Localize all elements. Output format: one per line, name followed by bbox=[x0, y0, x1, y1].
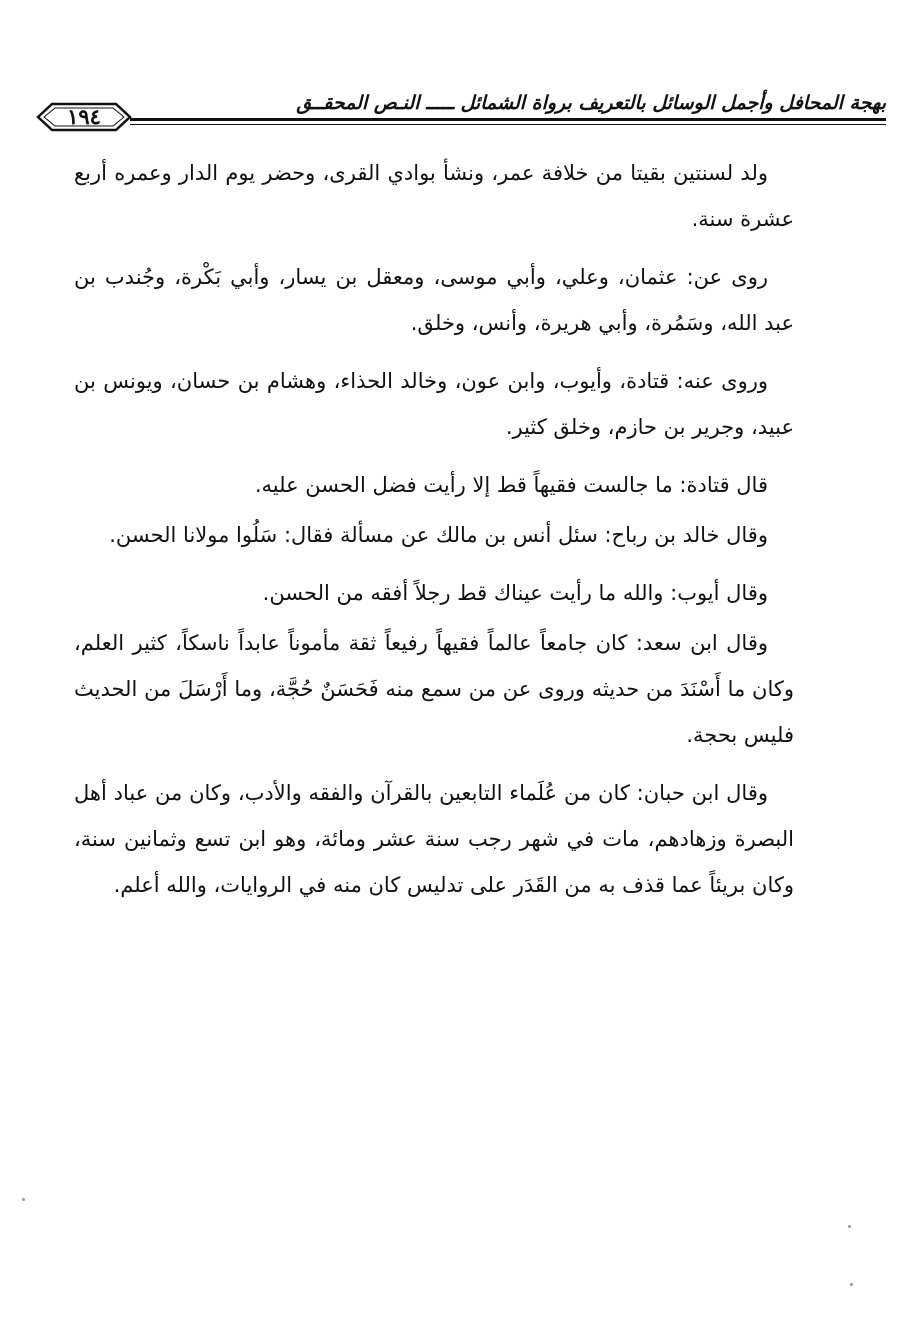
page-number: ١٩٤ bbox=[67, 104, 101, 129]
paragraph-qatada: قال قتادة: ما جالست فقيهاً قط إلا رأيت فضل الحسن عليه. bbox=[254, 473, 768, 497]
body-text bbox=[74, 150, 794, 920]
paragraph-khalid: وقال خالد بن رباح: سئل أنس بن مالك عن مسألة فقال: سَلُوا مولانا الحسن. bbox=[109, 523, 768, 547]
paragraph-ayyub: وقال أيوب: والله ما رأيت عيناك قط رجلاً أفقه من الحسن. bbox=[262, 581, 768, 605]
paragraph-birth: ولد لسنتين بقيتا من خلافة عمر، ونشأ بوادي القرى، وحضر يوم الدار وعمره أربع عشرة سنة. bbox=[74, 161, 794, 231]
paragraph-ibn-hibban: وقال ابن حبان: كان من عُلَماء التابعين بالقرآن والفقه والأدب، وكان من عباد أهل البصرة وزهادهم، مات في شهر رجب سنة عشر ومائة، وهو ابن تسع وثمانين سنة، وكان بريئاً عما قذف به من القَدَر على تدليس كان منه في الروايات، والله أعلم. bbox=[74, 781, 794, 897]
scan-speck bbox=[850, 1283, 853, 1286]
scan-speck bbox=[22, 1198, 25, 1201]
header-title: بهجة المحافل وأجمل الوسائل بالتعريف برواة الشمائل ـــــ النـص المحقــق bbox=[296, 92, 886, 114]
running-header bbox=[36, 88, 886, 146]
paragraph-narrated-from: روى عن: عثمان، وعلي، وأبي موسى، ومعقل بن يسار، وأبي بَكْرة، وجُندب بن عبد الله، وسَمُرة، وأبي هريرة، وأنس، وخلق. bbox=[74, 265, 794, 335]
paragraph-narrated-by: وروى عنه: قتادة، وأيوب، وابن عون، وخالد الحذاء، وهشام بن حسان، ويونس بن عبيد، وجرير بن حازم، وخلق كثير. bbox=[74, 369, 794, 439]
page-number-badge bbox=[36, 102, 132, 132]
header-rule-thin bbox=[130, 124, 886, 125]
paragraph-ibn-saad: وقال ابن سعد: كان جامعاً عالماً فقيهاً رفيعاً ثقة مأموناً عابداً ناسكاً، كثير العلم، وكان ما أَسْنَدَ من حديثه وروى عن من سمع منه فَحَسَنٌ حُجَّة، وما أَرْسَلَ من الحديث فليس بحجة. bbox=[74, 631, 794, 747]
header-rule-thick bbox=[130, 118, 886, 121]
scan-speck bbox=[848, 1225, 851, 1228]
